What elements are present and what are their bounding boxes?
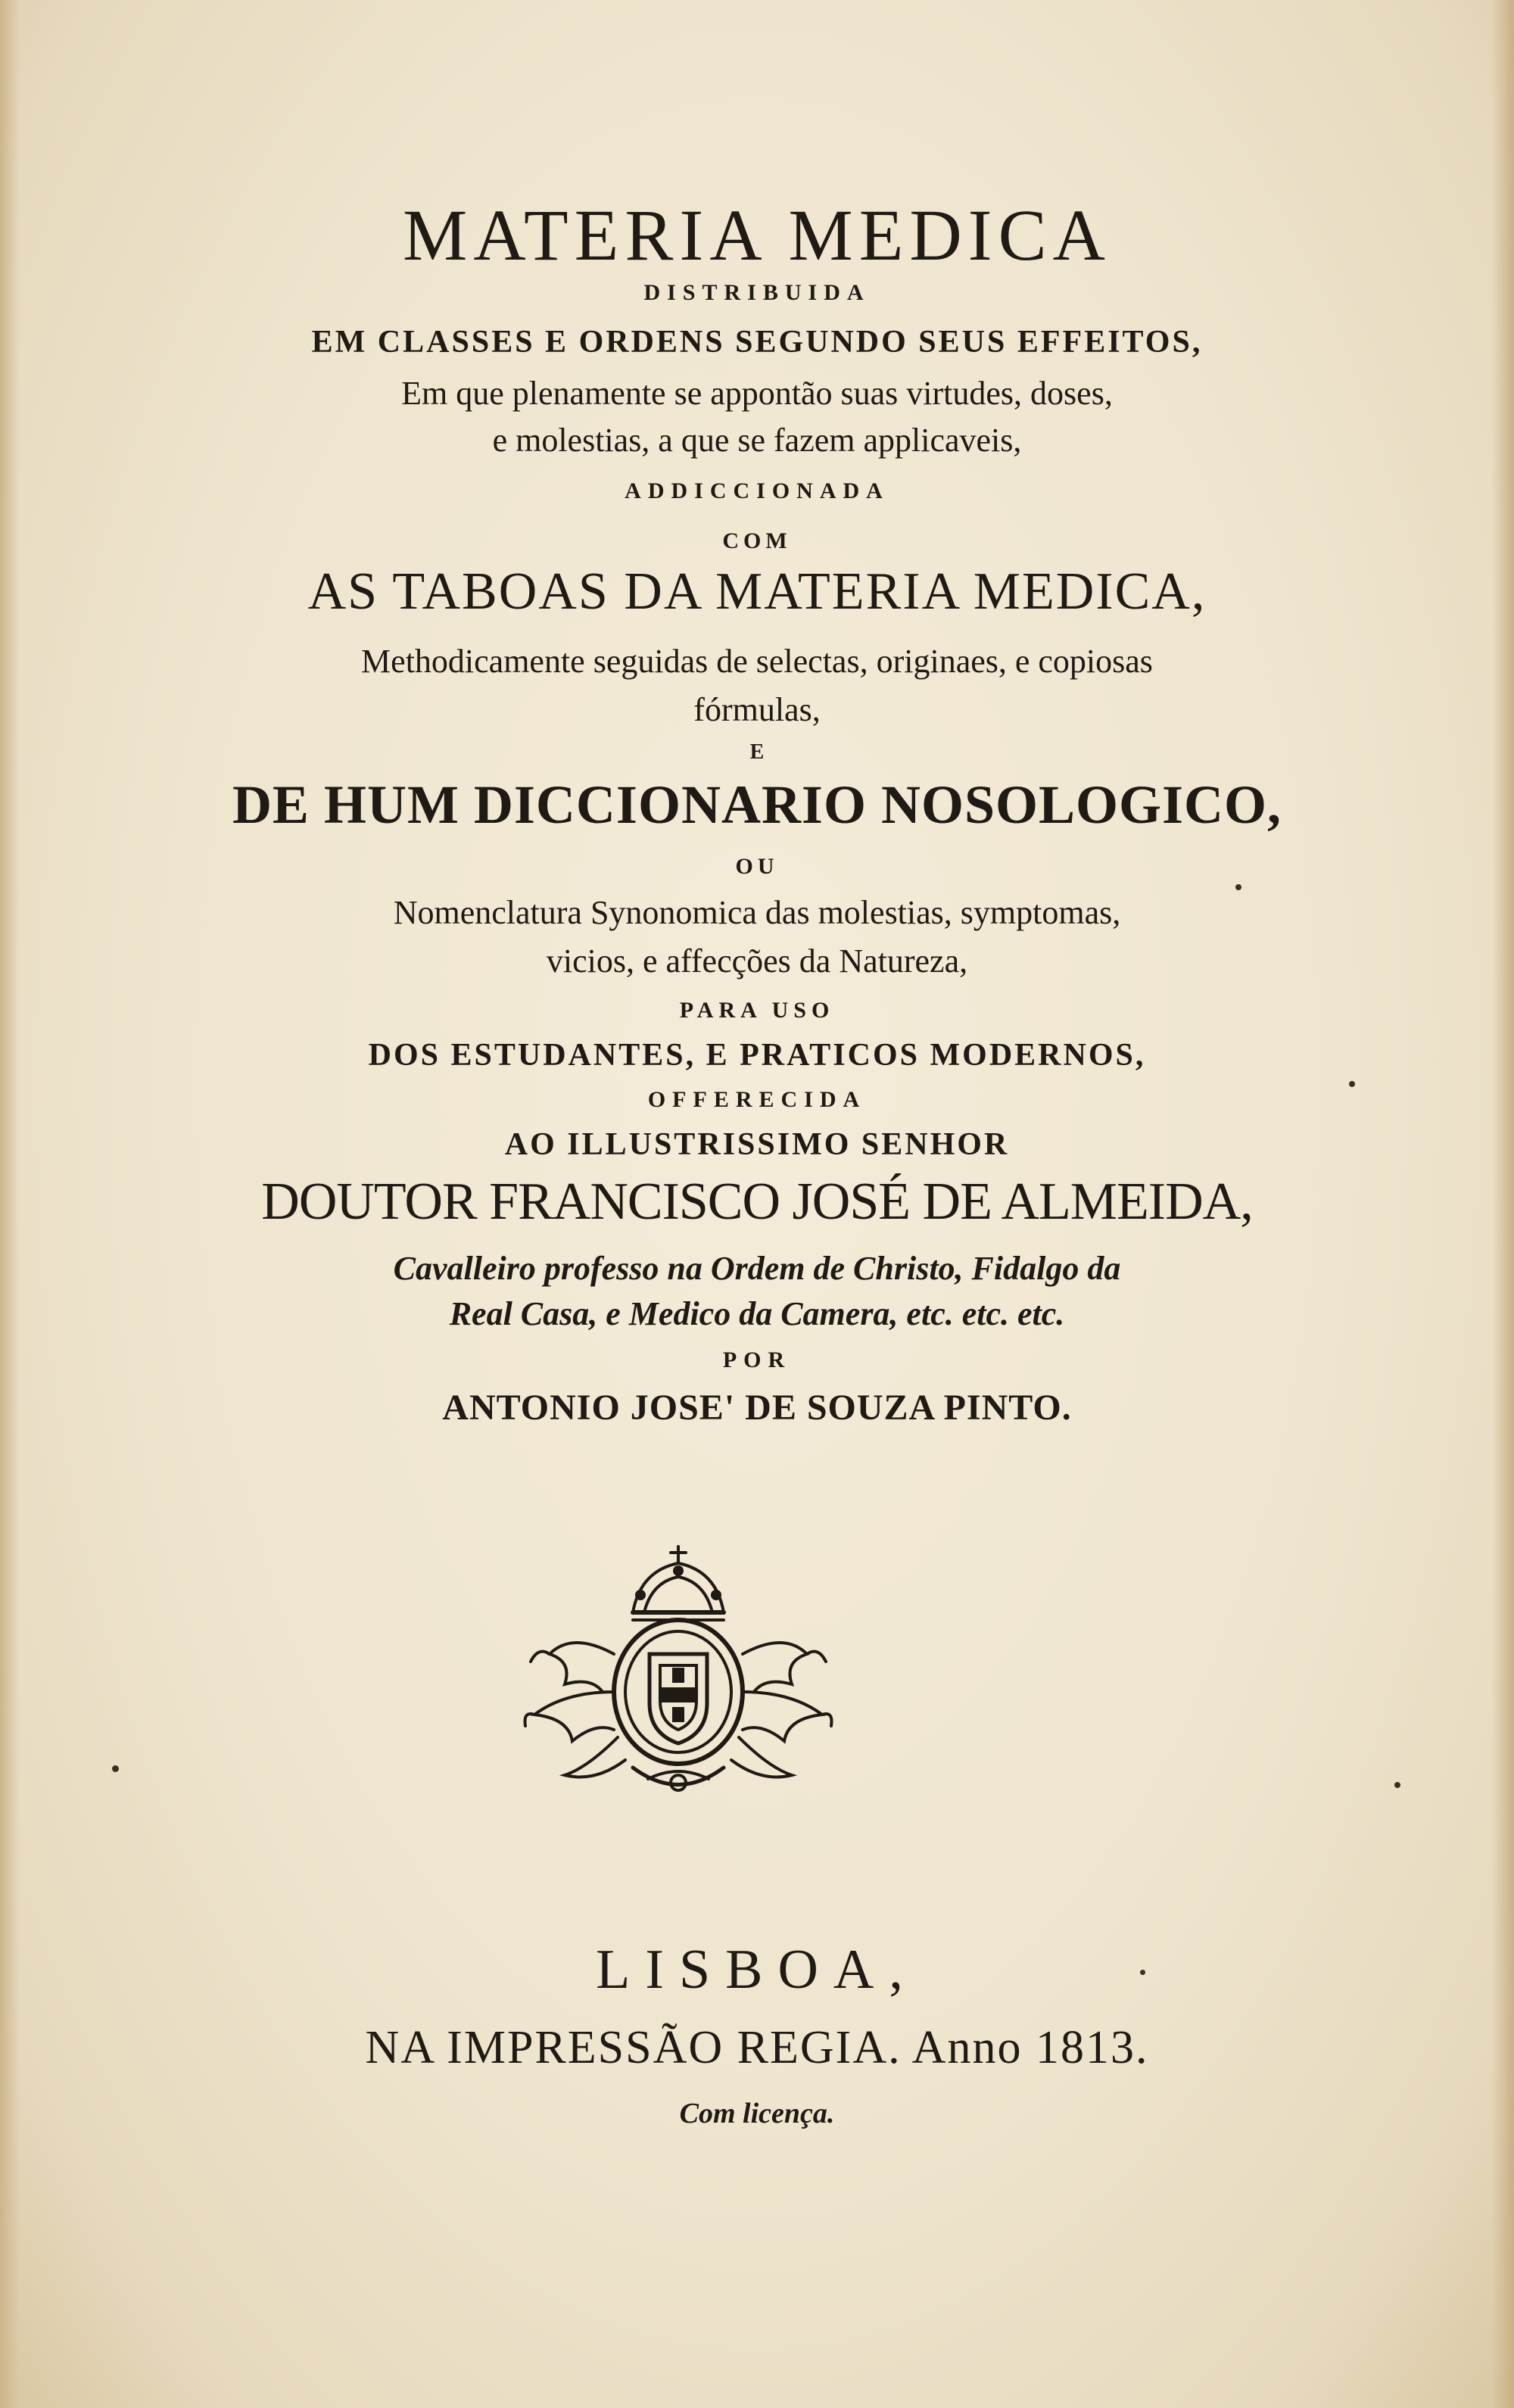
ou-conjunction: OU xyxy=(735,854,779,879)
imprint-publisher: NA IMPRESSÃO REGIA. Anno 1813. xyxy=(365,2022,1149,2073)
book-title: MATERIA MEDICA xyxy=(402,195,1111,276)
dedication-line: AO ILLUSTRISSIMO SENHOR xyxy=(504,1127,1010,1162)
addiccionada-line: ADDICCIONADA xyxy=(625,478,889,503)
classes-line: EM CLASSES E ORDENS SEGUNDO SEUS EFFEITOS, xyxy=(311,325,1203,360)
method-line-2: fórmulas, xyxy=(693,691,821,728)
ink-speck xyxy=(1349,1081,1355,1087)
subtitle-line-1: Em que plenamente se appontão suas virtudes, doses, xyxy=(401,375,1113,412)
diccionario-heading: DE HUM DICCIONARIO NOSOLOGICO, xyxy=(232,774,1282,835)
e-conjunction: E xyxy=(749,740,765,764)
ink-speck xyxy=(1140,1970,1145,1975)
method-line-1: Methodicamente seguidas de selectas, originaes, e copiosas xyxy=(361,643,1153,680)
royal-coat-of-arms-icon xyxy=(519,1540,837,1805)
imprint-city: LISBOA, xyxy=(596,1939,918,2001)
subtitle-line-2: e molestias, a que se fazem applicaveis, xyxy=(492,422,1022,459)
taboas-heading: AS TABOAS DA MATERIA MEDICA, xyxy=(307,562,1207,621)
estudantes-line: DOS ESTUDANTES, E PRATICOS MODERNOS, xyxy=(368,1038,1146,1073)
licence-note: Com licença. xyxy=(679,2098,835,2129)
por-line: POR xyxy=(722,1347,792,1372)
ink-speck xyxy=(1235,884,1241,890)
nomenclatura-line-2: vicios, e affecções da Natureza, xyxy=(546,942,968,980)
ink-speck xyxy=(1394,1782,1400,1788)
author-name: ANTONIO JOSE' DE SOUZA PINTO. xyxy=(442,1388,1072,1428)
offerecida-line: OFFERECIDA xyxy=(647,1087,867,1112)
com-line: COM xyxy=(722,528,792,553)
distribuida-line: DISTRIBUIDA xyxy=(643,280,871,305)
para-uso-line: PARA USO xyxy=(679,998,835,1023)
nomenclatura-line-1: Nomenclatura Synonomica das molestias, symptomas, xyxy=(393,894,1121,931)
ink-speck xyxy=(112,1765,119,1772)
dedicatee-name: DOUTOR FRANCISCO JOSÉ DE ALMEIDA, xyxy=(261,1173,1253,1231)
dedicatee-title-line-1: Cavalleiro professo na Ordem de Christo, Fidalgo da xyxy=(393,1250,1121,1287)
dedicatee-title-line-2: Real Casa, e Medico da Camera, etc. etc. etc. xyxy=(449,1295,1065,1332)
